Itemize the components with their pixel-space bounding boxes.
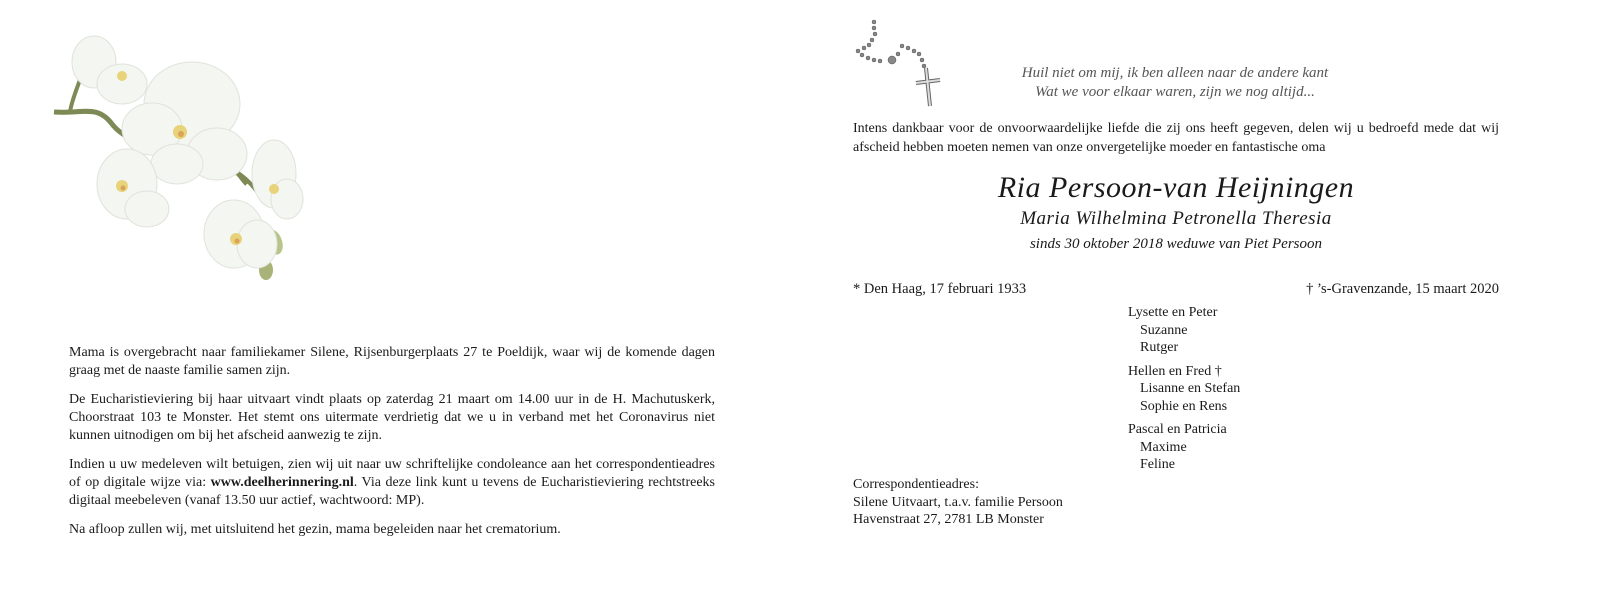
death-date: † ’s-Gravenzande, 15 maart 2020 [1306,281,1499,297]
birth-date: * Den Haag, 17 februari 1933 [853,281,1027,297]
deceased-full-name: Maria Wilhelmina Petronella Theresia [1020,208,1332,229]
paragraph-service: De Eucharistieviering bij haar uitvaart vindt plaats op zaterdag 21 maart om 14.00 uur in de H. Machutuskerk, Choorstraat 103 te Monster. Het stemt ons uitermate verdrietig dat we u in verband met het Coronavirus niet kunnen uitnodigen om bij het afscheid aanwezig te zijn. [69,392,715,443]
condolence-text-after: . Via deze link kunt u tevens de Eucharistieviering rechtstreeks digitaal meebeleven (vanaf 13.50 uur actief, wachtwoord: MP). [69,475,715,508]
quote-line-1: Huil niet om mij, ik ben alleen naar de andere kant [1021,65,1329,81]
service-info [69,344,715,539]
widow-line: sinds 30 oktober 2018 weduwe van Piet Persoon [1029,236,1323,252]
address-line-1: Silene Uitvaart, t.a.v. familie Persoon [853,494,1063,510]
family-child: Lisanne en Stefan [1140,381,1241,396]
condolence-text-before: Indien u uw medeleven wilt betuigen, zien wij uit naar uw schriftelijke condoleance aan het correspondentieadres of op digitale wijze via: [69,457,715,490]
family-group [1128,304,1240,357]
family-child: Rutger [1140,340,1179,355]
deceased-name: Ria Persoon-van Heijningen [997,171,1355,204]
family-child: Feline [1140,457,1175,472]
address-label: Correspondentieadres: [853,477,979,492]
quote-line-2: Wat we voor elkaar waren, zijn we nog altijd... [1035,84,1315,100]
paragraph-condolence [69,456,715,510]
family-child: Suzanne [1140,322,1188,338]
paragraph-visitation: Mama is overgebracht naar familiekamer Silene, Rijsenburgerplaats 27 te Poeldijk, waar wij de komende dagen graag met de naaste familie samen zijn. [69,345,715,378]
orchid-icon [52,34,312,284]
rosary-cross-icon [852,18,947,113]
family-list [1128,304,1240,480]
family-parents: Hellen en Fred † [1128,363,1222,379]
quote [995,64,1355,102]
correspondence-address [853,476,1063,529]
family-group [1128,363,1240,416]
address-line-2: Havenstraat 27, 2781 LB Monster [853,512,1044,527]
family-parents: Lysette en Peter [1128,305,1218,320]
family-child: Maxime [1140,439,1187,455]
family-parents: Pascal en Patricia [1128,422,1227,437]
announcement-intro: Intens dankbaar voor de onvoorwaardelijke liefde die zij ons heeft gegeven, delen wij u bedroefd mede dat wij afscheid hebben moeten nemen van onze onvergetelijke moeder en fantastische oma [853,121,1499,155]
family-group [1128,421,1240,474]
paragraph-crematorium: Na afloop zullen wij, met uitsluitend het gezin, mama begeleiden naar het crematorium. [69,522,561,537]
website-link[interactable]: www.deelherinnering.nl [210,475,354,490]
family-child: Sophie en Rens [1140,398,1228,414]
